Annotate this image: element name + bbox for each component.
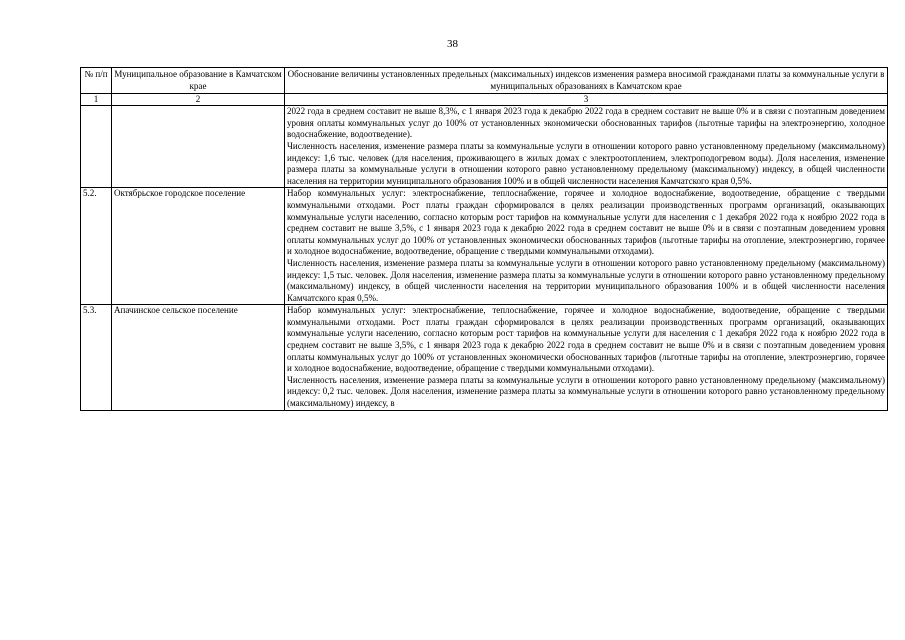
row-number: 5.2. xyxy=(81,188,112,305)
header-justification: Обоснование величины установленных предельных (максимальных) индексов изменения размера вносимой гражданами платы за коммунальные услуги в муниципальных образованиях в Камчатском крае xyxy=(285,68,888,94)
table-row xyxy=(81,305,888,410)
header-row xyxy=(81,68,888,94)
justification-paragraph: Набор коммунальных услуг: электроснабжение, теплоснабжение, горячее и холодное водоснабжение, водоотведение, обращение с твердыми коммунальными отходами. Рост платы граждан сформировался в целях реализации производственных программ организаций, оказывающих коммунальные услуги населению, согласно которым рост тарифов на коммунальные услуги для населения с 1 декабря 2022 года к ноябрю 2022 года в среднем составит не выше 3,5%, с 1 января 2023 года к декабрю 2022 года в среднем составит не выше 0% и в связи с поэтапным доведением уровня оплаты коммунальных услуг до 100% от установленных экономически обоснованных тарифов (льготные тарифы на отопление, электроэнергию, горячее и холодное водоснабжение, водоотведение, обращение с твердыми коммунальными отходами). xyxy=(287,188,885,257)
table-row xyxy=(81,188,888,305)
table-body xyxy=(81,106,888,410)
column-number-1: 1 xyxy=(81,94,112,106)
justification-paragraph: Численность населения, изменение размера платы за коммунальные услуги в отношении которого равно установленному предельному (максимальному) индексу: 1,5 тыс. человек. Доля населения, изменение размера платы за коммунальные услуги в отношении которого равно установленному предельному (максимальному) индексу, в общей численности населения на территории муниципального образования 100% и в общей численности населения Камчатского края 0,5%. xyxy=(287,257,885,303)
row-justification xyxy=(285,188,888,305)
header-number: № п/п xyxy=(81,68,112,94)
row-municipality: Апачинское сельское поселение xyxy=(112,305,285,410)
tariff-index-table xyxy=(80,67,888,411)
table-row xyxy=(81,106,888,188)
justification-paragraph: Набор коммунальных услуг: электроснабжение, теплоснабжение, горячее и холодное водоснабжение, водоотведение, обращение с твердыми коммунальными отходами. Рост платы граждан сформировался в целях реализации производственных программ организаций, оказывающих коммунальные услуги населению, согласно которым рост тарифов на коммунальные услуги для населения с 1 декабря 2022 года к ноябрю 2022 года в среднем составит не выше 3,5%, с 1 января 2023 года к декабрю 2022 года в среднем составит не выше 0% и в связи с поэтапным доведением уровня оплаты коммунальных услуг до 100% от установленных экономически обоснованных тарифов (льготные тарифы на отопление, электроэнергию, горячее и холодное водоснабжение, водоотведение, обращение с твердыми коммунальными отходами). xyxy=(287,305,885,374)
justification-paragraph: Численность населения, изменение размера платы за коммунальные услуги в отношении которого равно установленному предельному (максимальному) индексу: 0,2 тыс. человек. Доля населения, изменение размера платы за коммунальные услуги в отношении которого равно установленному предельному (максимальному) индексу, в xyxy=(287,374,885,409)
row-number: 5.3. xyxy=(81,305,112,410)
column-number-3: 3 xyxy=(285,94,888,106)
row-number xyxy=(81,106,112,188)
column-numbers-row xyxy=(81,94,888,106)
justification-paragraph: 2022 года в среднем составит не выше 8,3%, с 1 января 2023 года к декабрю 2022 года в среднем составит не выше 0% и в связи с поэтапным доведением уровня оплаты коммунальных услуг до 100% от установленных экономически обоснованных тарифов (льготные тарифы на электроэнергию, холодное водоснабжение, водоотведение). xyxy=(287,106,885,140)
row-municipality: Октябрьское городское поселение xyxy=(112,188,285,305)
page-number: 38 xyxy=(447,38,458,50)
row-justification xyxy=(285,305,888,410)
row-justification xyxy=(285,106,888,188)
justification-paragraph: Численность населения, изменение размера платы за коммунальные услуги в отношении которого равно установленному предельному (максимальному) индексу: 1,6 тыс. человек (для населения, проживающего в жилых домах с электроотоплением, электроподогревом воды). Доля населения, изменение размера платы за коммунальные услуги в отношении которого равно установленному предельному (максимальному) индексу, в общей численности населения на территории муниципального образования 100% и в общей численности населения Камчатского края 0,5%. xyxy=(287,140,885,186)
header-municipality: Муниципальное образование в Камчатском крае xyxy=(112,68,285,94)
table-header xyxy=(81,68,888,106)
column-number-2: 2 xyxy=(112,94,285,106)
row-municipality xyxy=(112,106,285,188)
